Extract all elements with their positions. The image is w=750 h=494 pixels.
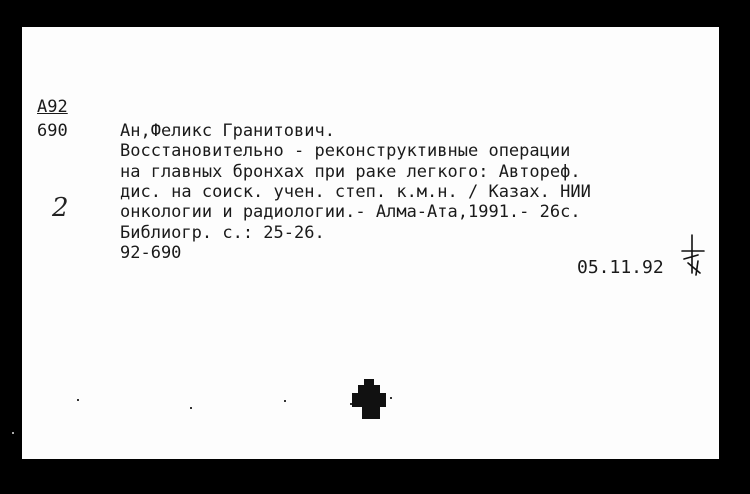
speck xyxy=(284,400,286,402)
entry-line-1: Ан,Феликс Гранитович. xyxy=(120,121,335,141)
speck xyxy=(77,399,79,401)
entry-line-3: на главных бронхах при раке легкого: Автореф. xyxy=(120,162,581,182)
shelf-number: 690 xyxy=(37,121,68,141)
entry-line-4: дис. на соиск. учен. степ. к.м.н. / Казах. НИИ xyxy=(120,182,591,202)
library-stamp-mark xyxy=(350,379,394,421)
accession-number: 92-690 xyxy=(120,243,182,263)
date-stamp: 05.11.92 xyxy=(577,257,664,278)
shelf-mark: A92 xyxy=(37,97,68,117)
speck xyxy=(12,432,14,434)
entry-line-2: Восстановительно - реконструктивные операции xyxy=(120,141,571,161)
entry-line-5: онкологии и радиологии.- Алма-Ата,1991.- 26с. xyxy=(120,202,581,222)
signature-icon xyxy=(678,233,708,277)
entry-line-6: Библиогр. с.: 25-26. xyxy=(120,223,325,243)
handwritten-mark: 2 xyxy=(52,193,69,223)
speck xyxy=(190,407,192,409)
catalog-card xyxy=(22,27,719,459)
